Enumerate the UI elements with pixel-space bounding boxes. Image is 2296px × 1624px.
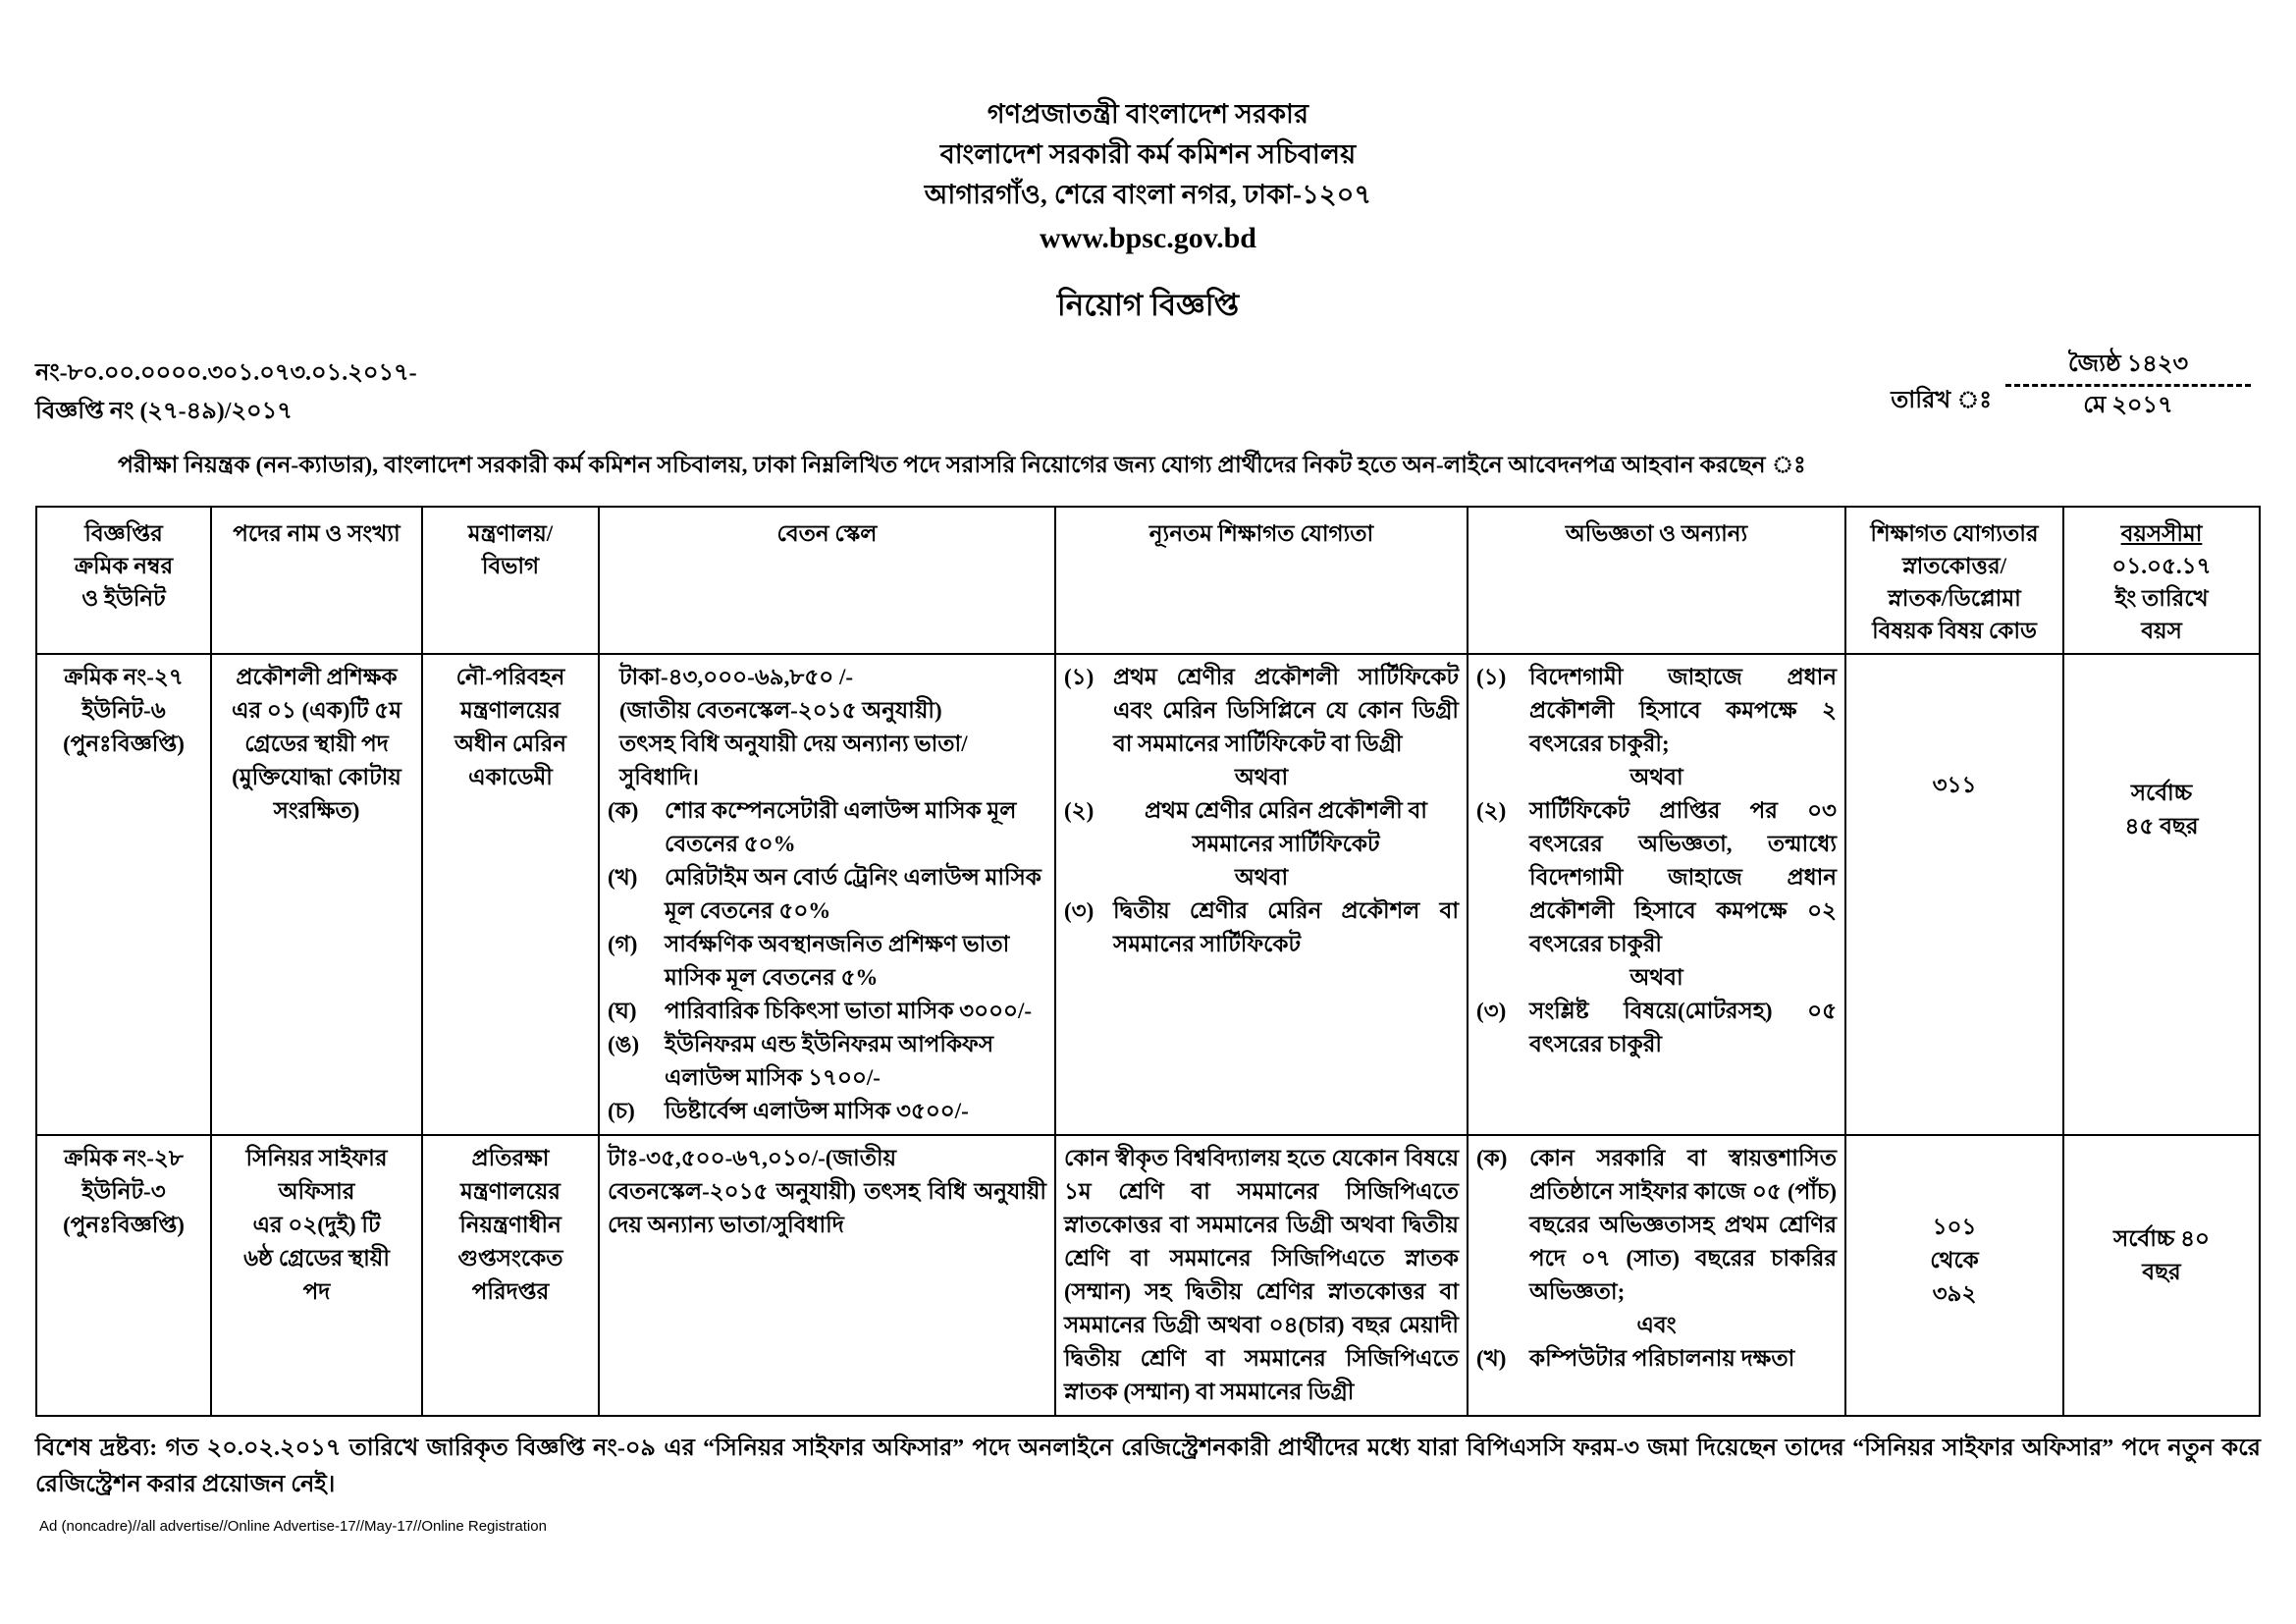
- memo-number: নং-৮০.০০.০০০০.৩০১.০৭৩.০১.২০১৭-: [35, 360, 417, 386]
- education-or: অথবা: [1234, 765, 1289, 789]
- ministry-l2: মন্ত্রণালয়ের: [460, 1179, 561, 1204]
- experience-text: কোন সরকারি বা স্বায়ত্তশাসিত প্রতিষ্ঠানে সাইফার কাজে ০৫ (পাঁচ) বছরের অভিজ্ঞতাসহ প্রথম শ্রেণির পদে ০৭ (সাত) বছরের চাকরির অভিজ্ঞতা;: [1529, 1146, 1837, 1304]
- footer-reference: Ad (noncadre)//all advertise//Online Advertise-17//May-17//Online Registration: [39, 1518, 547, 1535]
- experience-marker: (২): [1476, 798, 1507, 823]
- serial-l2: ইউনিট-৬: [81, 698, 166, 723]
- post-l2: অফিসার: [278, 1179, 355, 1204]
- cell-serial: [36, 1135, 211, 1416]
- table-row: [36, 654, 2260, 1135]
- header-age-l3: ইং তারিখে: [2114, 586, 2209, 611]
- experience-text: সার্টিফিকেট প্রাপ্তির পর ০৩ বৎসরের অভিজ্ঞতা, তন্মাধ্যে বিদেশগামী জাহাজে প্রধান প্রকৌশলী হিসাবে কমপক্ষে ০২ বৎসরের চাকুরী: [1529, 798, 1837, 956]
- date-label: তারিখ ঃ: [1891, 388, 1992, 413]
- experience-or: অথবা: [1629, 765, 1683, 789]
- header-serial-l2: ক্রমিক নম্বর: [74, 554, 174, 578]
- age-l2: ৪৫ বছর: [2124, 814, 2199, 839]
- org-line-2: বাংলাদেশ সরকারী কর্ম কমিশন সচিবালয়: [939, 139, 1357, 169]
- cell-pay-scale: [599, 654, 1055, 1135]
- header-ministry-l2: বিভাগ: [481, 554, 540, 578]
- cell-pay-scale: [599, 1135, 1055, 1416]
- date-bangla: জ্যৈষ্ঠ ১৪২৩: [2067, 352, 2189, 377]
- cell-ministry: [422, 654, 599, 1135]
- list-item: [1476, 794, 1837, 961]
- post-l3: এর ০২(দুই) টি: [252, 1213, 381, 1237]
- allowance-marker: (খ): [608, 865, 638, 890]
- ministry-l1: প্রতিরক্ষা: [471, 1146, 550, 1170]
- list-item: [608, 928, 1046, 995]
- header-education: [1055, 507, 1468, 654]
- special-note-text: গত ২০.০২.২০১৭ তারিখে জারিকৃত বিজ্ঞপ্তি নং-০৯ এর “সিনিয়র সাইফার অফিসার” পদে অনলাইনে রেজিস্ট্রেশনকারী প্রার্থীদের মধ্যে যারা বিপিএসসি ফরম-৩ জমা দিয়েছেন তাদের “সিনিয়র সাইফার অফিসার” পদে নতুন করে রেজিস্ট্রেশন করার প্রয়োজন নেই।: [35, 1435, 2262, 1497]
- list-item: [608, 1095, 1046, 1128]
- header-code-l4: বিষয়ক বিষয় কোড: [1872, 619, 2037, 643]
- list-item: [608, 794, 1046, 861]
- header-education-l1: ন্যূনতম শিক্ষাগত যোগ্যতা: [1148, 521, 1374, 546]
- education-or: অথবা: [1234, 865, 1289, 890]
- code-l1: ১০১: [1932, 1215, 1977, 1239]
- allowance-marker: (গ): [608, 932, 638, 956]
- allowance-marker: (ক): [608, 798, 639, 823]
- ministry-l4: গুপ্তসংকেত: [457, 1246, 563, 1271]
- cell-education: [1055, 1135, 1468, 1416]
- header-serial: [36, 507, 211, 654]
- subject-code-value: [1854, 1142, 2055, 1311]
- document-title: নিয়োগ বিজ্ঞপ্তি: [1056, 288, 1240, 322]
- education-marker: (১): [1064, 665, 1095, 689]
- serial-l2: ইউনিট-৩: [81, 1179, 166, 1204]
- letterhead: [0, 0, 2296, 329]
- header-experience: [1468, 507, 1845, 654]
- age-l1: সর্বোচ্চ ৪০: [2113, 1226, 2210, 1251]
- education-text: কোন স্বীকৃত বিশ্ববিদ্যালয় হতে যেকোন বিষয়ে ১ম শ্রেণি বা সমমানের সিজিপিএতে স্নাতকোত্তর বা সমমানের ডিগ্রী অথবা দ্বিতীয় শ্রেণি বা সমমানের সিজিপিএতে স্নাতক (সম্মান) সহ দ্বিতীয় শ্রেণির স্নাতকোত্তর বা সমমানের ডিগ্রী অথবা ০৪(চার) বছর মেয়াদী দ্বিতীয় শ্রেণি বা সমমানের সিজিপিএতে স্নাতক (সম্মান) বা সমমানের ডিগ্রী: [1064, 1146, 1460, 1404]
- header-post-l1: পদের নাম ও সংখ্যা: [233, 521, 400, 546]
- header-code-l2: স্নাতকোত্তর/: [1902, 554, 2006, 578]
- allowance-list: [608, 794, 1046, 1128]
- allowance-marker: (চ): [608, 1099, 635, 1123]
- post-l4: ৬ষ্ঠ গ্রেডের স্থায়ী: [243, 1246, 390, 1271]
- allowance-text: পারিবারিক চিকিৎসা ভাতা মাসিক ৩০০০/-: [665, 999, 1033, 1023]
- header-serial-l1: বিজ্ঞপ্তির: [84, 521, 163, 546]
- post-l2: এর ০১ (এক)টি ৫ম: [232, 698, 401, 723]
- notice-number: বিজ্ঞপ্তি নং (২৭-৪৯)/২০১৭: [35, 399, 293, 424]
- date-english: মে ২০১৭: [2083, 393, 2173, 418]
- serial-l1: ক্রমিক নং-২৭: [64, 665, 184, 689]
- cell-subject-code: [1845, 1135, 2063, 1416]
- ministry-l2: মন্ত্রণালয়ের: [460, 698, 561, 723]
- education-list: [1064, 794, 1459, 861]
- table-row: [36, 1135, 2260, 1416]
- header-code-l3: স্নাতক/ডিপ্লোমা: [1888, 586, 2021, 611]
- experience-marker: (খ): [1476, 1346, 1507, 1371]
- header-pay: [599, 507, 1055, 654]
- education-text: প্রথম শ্রেণীর মেরিন প্রকৌশলী বা সমমানের সার্টিফিকেট: [1145, 798, 1427, 856]
- allowance-text: সার্বক্ষণিক অবস্থানজনিত প্রশিক্ষণ ভাতা মাসিক মূল বেতনের ৫%: [665, 932, 1010, 990]
- reference-block: [35, 354, 417, 431]
- serial-l1: ক্রমিক নং-২৮: [64, 1146, 184, 1170]
- education-text: প্রথম শ্রেণীর প্রকৌশলী সার্টিফিকেট এবং মেরিন ডিসিপ্লিনে যে কোন ডিগ্রী বা সমমানের সার্টিফিকেট বা ডিগ্রী: [1113, 665, 1459, 756]
- post-l1: প্রকৌশলী প্রশিক্ষক: [236, 665, 398, 689]
- header-age-l4: বয়স: [2141, 619, 2182, 643]
- pay-scale-ref: (জাতীয় বেতনস্কেল-২০১৫ অনুযায়ী): [619, 698, 942, 723]
- list-item: [1476, 1342, 1837, 1376]
- code-l2: থেকে: [1930, 1248, 1979, 1272]
- education-text: দ্বিতীয় শ্রেণীর মেরিন প্রকৌশল বা সমমানের সার্টিফিকেট: [1113, 898, 1459, 956]
- list-item: [1064, 894, 1459, 961]
- experience-list: [1476, 995, 1837, 1061]
- post-l4: (মুক্তিযোদ্ধা কোটায়: [232, 765, 401, 789]
- list-item: [1476, 995, 1837, 1061]
- date-divider: [2005, 384, 2251, 387]
- ministry-l5: পরিদপ্তর: [471, 1279, 550, 1304]
- ministry-l3: অধীন মেরিন: [454, 731, 566, 756]
- header-age-l1: বয়সসীমা: [2120, 521, 2203, 546]
- education-list: [1064, 894, 1459, 961]
- experience-list: [1476, 661, 1837, 761]
- serial-l3: (পুনঃবিজ্ঞপ্তি): [63, 731, 185, 756]
- ministry-l3: নিয়ন্ত্রণাধীন: [459, 1213, 561, 1237]
- list-item: [1064, 661, 1459, 761]
- ministry-l1: নৌ-পরিবহন: [455, 665, 565, 689]
- cell-post-name: [211, 1135, 422, 1416]
- allowance-marker: (ঘ): [608, 999, 637, 1023]
- education-marker: (২): [1064, 798, 1095, 823]
- experience-and: এবং: [1636, 1313, 1677, 1337]
- age-limit-value: [2072, 661, 2251, 843]
- experience-marker: (১): [1476, 665, 1507, 689]
- experience-list: [1476, 1142, 1837, 1309]
- allowance-text: শোর কম্পেনসেটারী এলাউন্স মাসিক মূল বেতনের ৫০%: [665, 798, 1017, 856]
- reference-row: [0, 354, 2296, 449]
- header-experience-l1: অভিজ্ঞতা ও অন্যান্য: [1565, 521, 1748, 546]
- allowance-text: ডিষ্টার্বেন্স এলাউন্স মাসিক ৩৫০০/-: [665, 1099, 969, 1123]
- list-item: [608, 1028, 1046, 1095]
- list-item: [608, 995, 1046, 1028]
- org-line-1: গণপ্রজাতন্ত্রী বাংলাদেশ সরকার: [987, 99, 1309, 129]
- post-l5: পদ: [302, 1279, 331, 1304]
- code-l3: ৩৯২: [1932, 1281, 1977, 1306]
- date-values: [2005, 349, 2251, 421]
- experience-text: কম্পিউটার পরিচালনায় দক্ষতা: [1529, 1346, 1795, 1371]
- header-serial-l3: ও ইউনিট: [81, 586, 166, 611]
- special-note-label: বিশেষ দ্রষ্টব্য:: [35, 1435, 158, 1461]
- experience-marker: (ক): [1476, 1146, 1508, 1170]
- cell-age-limit: [2063, 654, 2260, 1135]
- cell-serial: [36, 654, 211, 1135]
- header-post: [211, 507, 422, 654]
- intro-paragraph: পরীক্ষা নিয়ন্ত্রক (নন-ক্যাডার), বাংলাদেশ সরকারী কর্ম কমিশন সচিবালয়, ঢাকা নিম্নলিখিত পদে সরাসরি নিয়োগের জন্য যোগ্য প্রার্থীদের নিকট হতে অন-লাইনে আবেদনপত্র আহবান করছেন ঃ: [118, 453, 1806, 478]
- org-line-3: আগারগাঁও, শেরে বাংলা নগর, ঢাকা-১২০৭: [924, 180, 1372, 209]
- header-age-limit: [2063, 507, 2260, 654]
- pay-amount: টাকা-৪৩,০০০-৬৯,৮৫০ /-: [619, 665, 854, 689]
- post-l3: গ্রেডের স্থায়ী পদ: [244, 731, 389, 756]
- experience-text: বিদেশগামী জাহাজে প্রধান প্রকৌশলী হিসাবে কমপক্ষে ২ বৎসরের চাকুরী;: [1529, 665, 1837, 756]
- post-l1: সিনিয়র সাইফার: [245, 1146, 388, 1170]
- experience-or: অথবা: [1629, 965, 1683, 990]
- header-ministry-l1: মন্ত্রণালয়/: [467, 521, 554, 546]
- header-age-l2: ০১.০৫.১৭: [2111, 554, 2212, 578]
- age-l2: বছর: [2142, 1260, 2181, 1284]
- website-url[interactable]: www.bpsc.gov.bd: [1040, 222, 1256, 254]
- header-code-l1: শিক্ষাগত যোগ্যতার: [1870, 521, 2039, 546]
- age-limit-value: [2072, 1142, 2251, 1289]
- cell-education: [1055, 654, 1468, 1135]
- list-item: [1476, 661, 1837, 761]
- education-marker: (৩): [1064, 898, 1095, 923]
- experience-marker: (৩): [1476, 999, 1507, 1023]
- serial-l3: (পুনঃবিজ্ঞপ্তি): [63, 1213, 185, 1237]
- education-list: [1064, 661, 1459, 761]
- cell-age-limit: [2063, 1135, 2260, 1416]
- header-subject-code: [1845, 507, 2063, 654]
- cell-ministry: [422, 1135, 599, 1416]
- experience-list: [1476, 794, 1837, 961]
- cell-post-name: [211, 654, 422, 1135]
- subject-code-value: ৩১১: [1932, 773, 1977, 797]
- post-l5: সংরক্ষিত): [273, 798, 360, 823]
- ministry-l4: একাডেমী: [468, 765, 553, 789]
- allowance-text: ইউনিফরম এন্ড ইউনিফরম আপকিফস এলাউন্স মাসিক ১৭০০/-: [665, 1032, 994, 1090]
- allowance-text: মেরিটাইম অন বোর্ড ট্রেনিং এলাউন্স মাসিক মূল বেতনের ৫০%: [665, 865, 1041, 923]
- header-pay-l1: বেতন স্কেল: [776, 521, 878, 546]
- table-header-row: [36, 507, 2260, 654]
- age-l1: সর্বোচ্চ: [2130, 781, 2193, 805]
- date-block: [1891, 349, 2251, 421]
- special-note: [35, 1431, 2261, 1503]
- list-item: [1476, 1142, 1837, 1309]
- cell-experience: [1468, 654, 1845, 1135]
- pay-amount: টাঃ-৩৫,৫০০-৬৭,০১০/-(জাতীয় বেতনস্কেল-২০১৫ অনুযায়ী) তৎসহ বিধি অনুযায়ী দেয় অন্যান্য ভাতা/সুবিধাদি: [608, 1146, 1046, 1237]
- experience-list: [1476, 1342, 1837, 1376]
- vacancy-table: [35, 506, 2261, 1417]
- list-item: [1064, 794, 1459, 861]
- experience-text: সংশ্লিষ্ট বিষয়ে(মোটরসহ) ০৫ বৎসরের চাকুরী: [1529, 999, 1837, 1056]
- pay-allowance-note: তৎসহ বিধি অনুযায়ী দেয় অন্যান্য ভাতা/ সুবিধাদি।: [619, 731, 968, 789]
- cell-experience: [1468, 1135, 1845, 1416]
- header-ministry: [422, 507, 599, 654]
- allowance-marker: (ঙ): [608, 1032, 640, 1056]
- cell-subject-code: [1845, 654, 2063, 1135]
- list-item: [608, 861, 1046, 928]
